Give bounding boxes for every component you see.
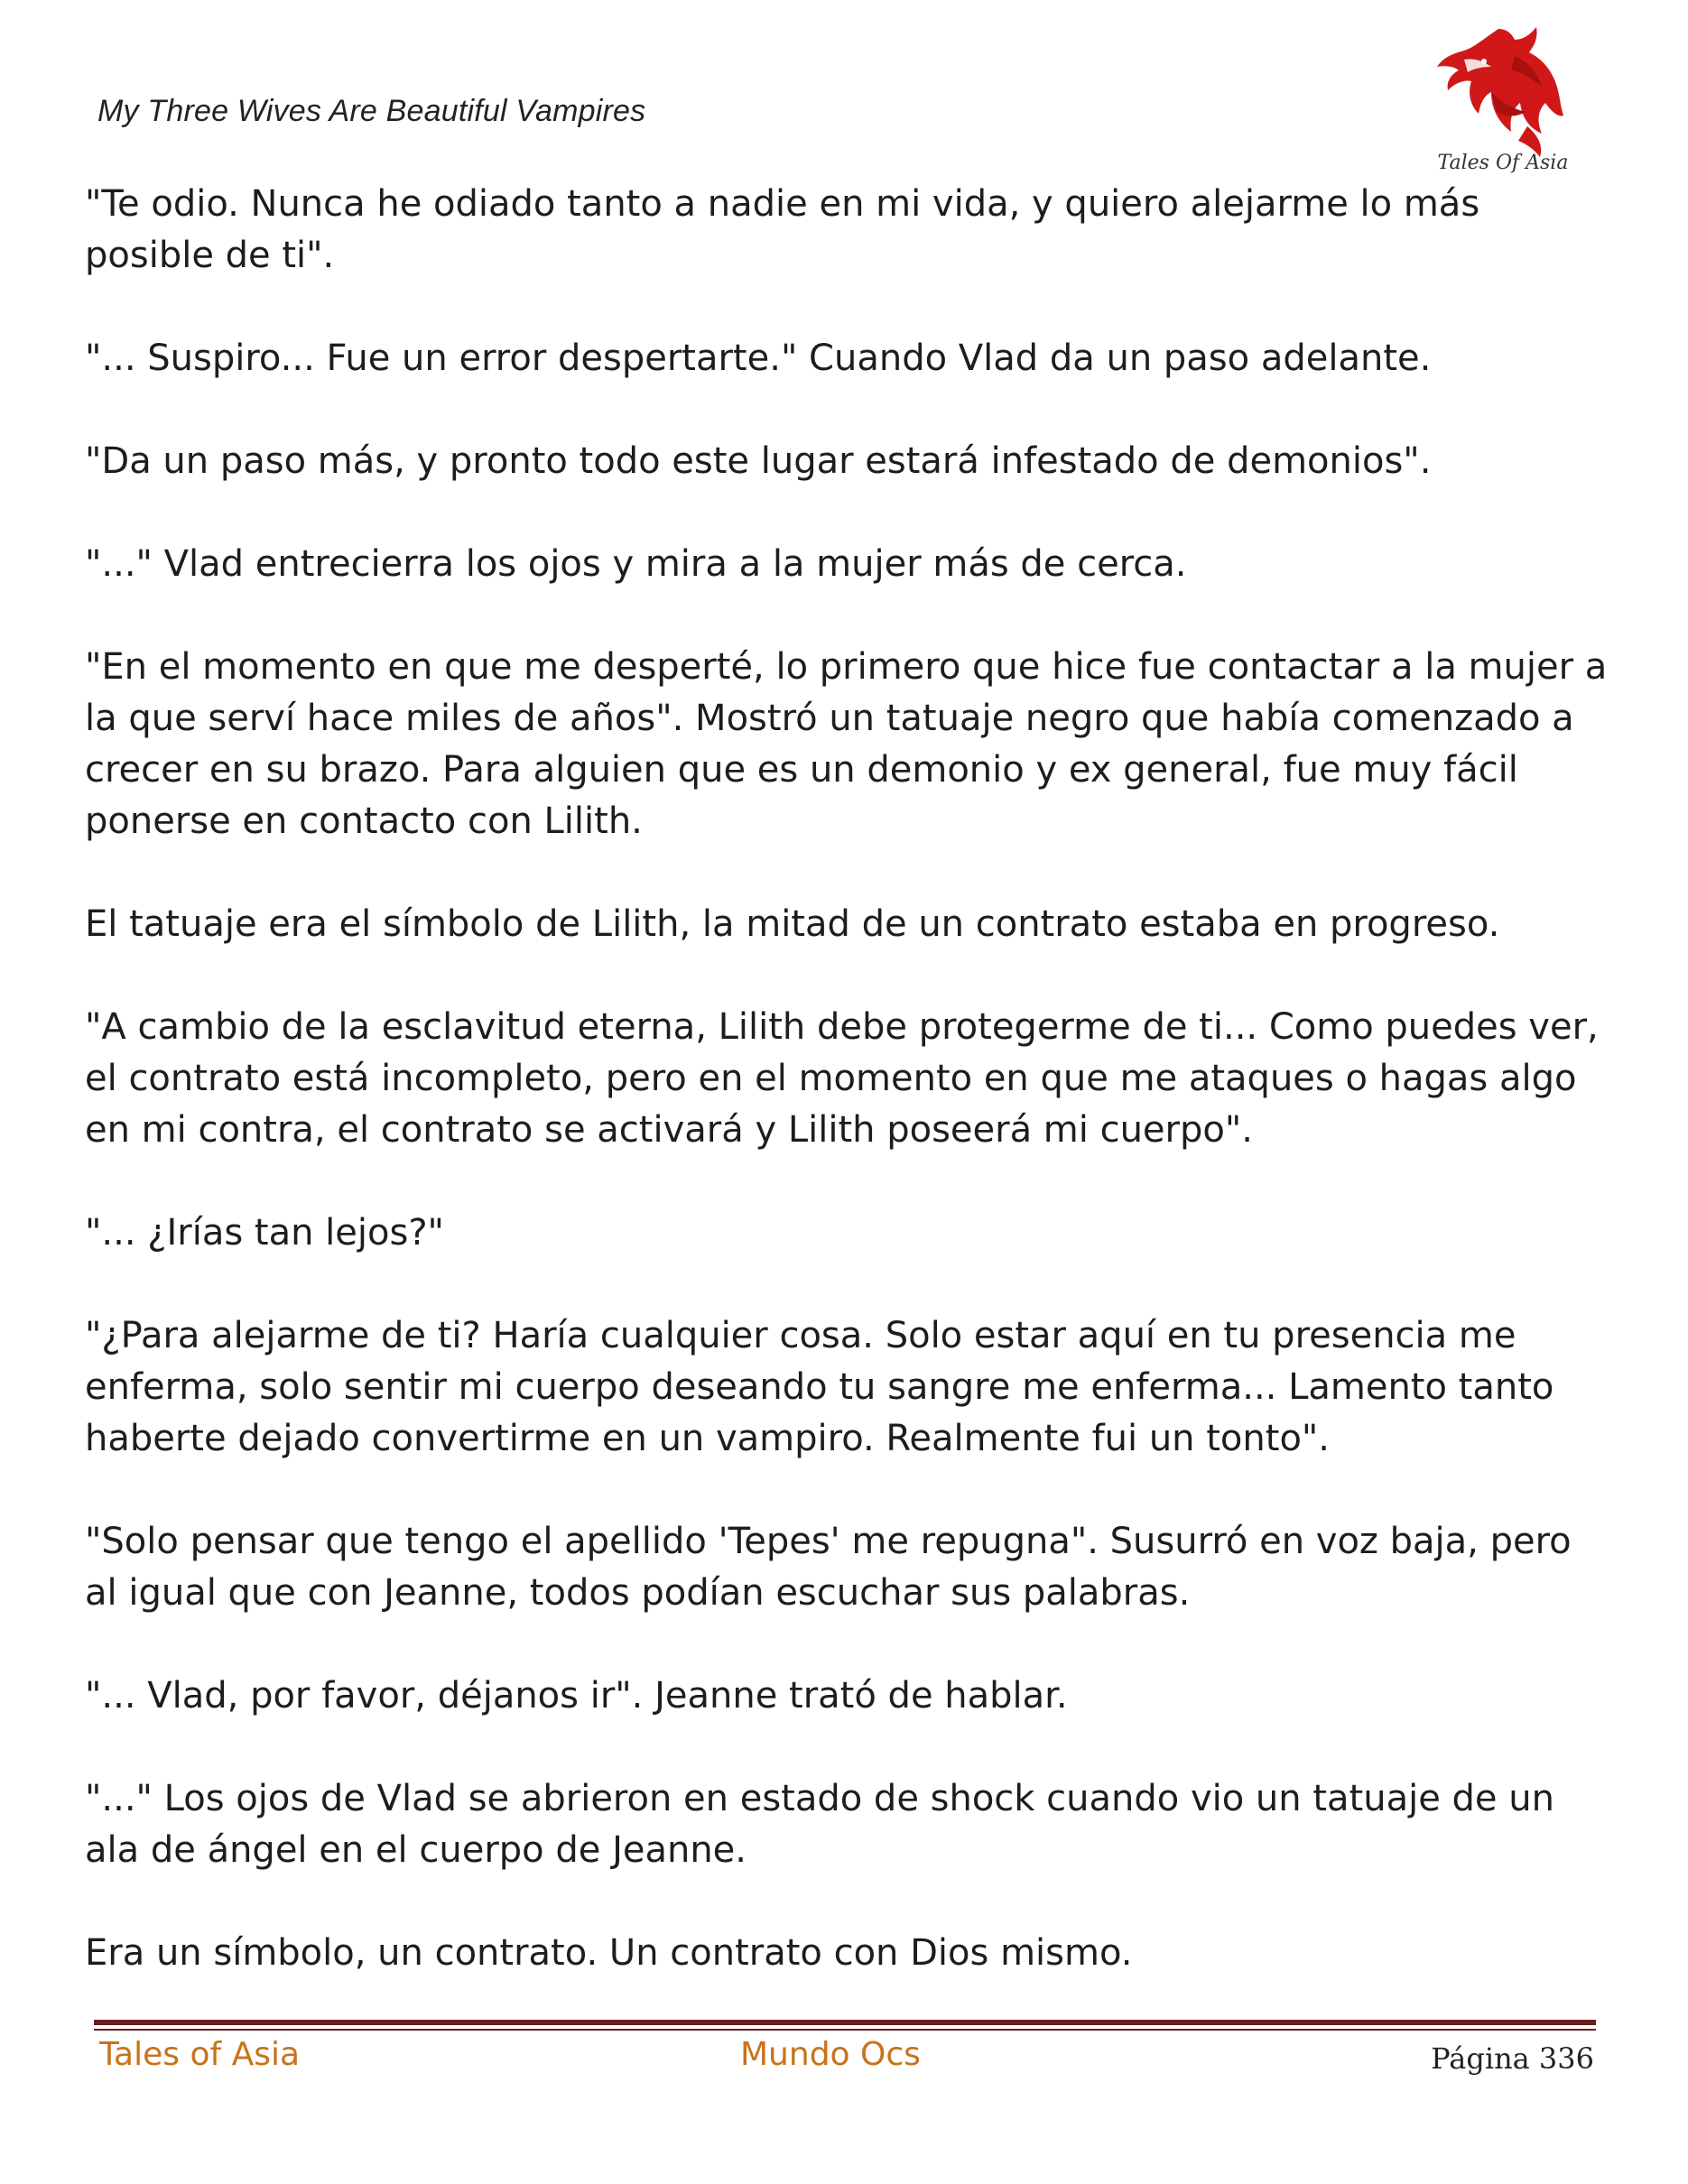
paragraph: "¿Para alejarme de ti? Haría cualquier cosa. Solo estar aquí en tu presencia me enferma, solo sentir mi cuerpo deseando tu sangre me enferma... Lamento tanto haberte dejado convertirme en un vampiro. Realmente fui un tonto". [85,1315,1554,1459]
footer-publisher: Tales of Asia [99,2036,301,2073]
body-text [85,179,1610,2031]
page-number: Página 336 [1431,2041,1594,2076]
paragraph: "... Vlad, por favor, déjanos ir". Jeanne trató de hablar. [85,1675,1068,1717]
footer-site: Mundo Ocs [740,2036,921,2073]
paragraph: "Te odio. Nunca he odiado tanto a nadie en mi vida, y quiero alejarme lo más posible de ti". [85,183,1480,276]
paragraph: "Solo pensar que tengo el apellido 'Tepes' me repugna". Susurró en voz baja, pero al igual que con Jeanne, todos podían escuchar sus palabras. [85,1521,1572,1614]
paragraph: Era un símbolo, un contrato. Un contrato con Dios mismo. [85,1932,1133,1974]
paragraph: "..." Vlad entrecierra los ojos y mira a la mujer más de cerca. [85,543,1187,585]
paragraph: "... Suspiro... Fue un error despertarte." Cuando Vlad da un paso adelante. [85,338,1432,379]
paragraph: "En el momento en que me desperté, lo primero que hice fue contactar a la mujer a la que serví hace miles de años". Mostró un tatuaje negro que había comenzado a crecer en su brazo. Para alguien que es un demonio y ex general, fue muy fácil ponerse en contacto con Lilith. [85,646,1608,842]
paragraph: "Da un paso más, y pronto todo este lugar estará infestado de demonios". [85,440,1432,482]
paragraph: "..." Los ojos de Vlad se abrieron en estado de shock cuando vio un tatuaje de un ala de ángel en el cuerpo de Jeanne. [85,1778,1554,1871]
logo-text: Tales Of Asia [1437,152,1569,174]
paragraph: "... ¿Irías tan lejos?" [85,1212,444,1254]
footer-divider [94,2020,1596,2025]
paragraph: "A cambio de la esclavitud eterna, Lilith debe protegerme de ti... Como puedes ver, el contrato está incompleto, pero en el momento en que me ataques o hagas algo en mi contra, el contrato se activará y Lilith poseerá mi cuerpo". [85,1006,1599,1151]
book-title: My Three Wives Are Beautiful Vampires [97,94,646,128]
paragraph: El tatuaje era el símbolo de Lilith, la mitad de un contrato estaba en progreso. [85,903,1500,945]
footer-divider-thin [94,2029,1596,2031]
